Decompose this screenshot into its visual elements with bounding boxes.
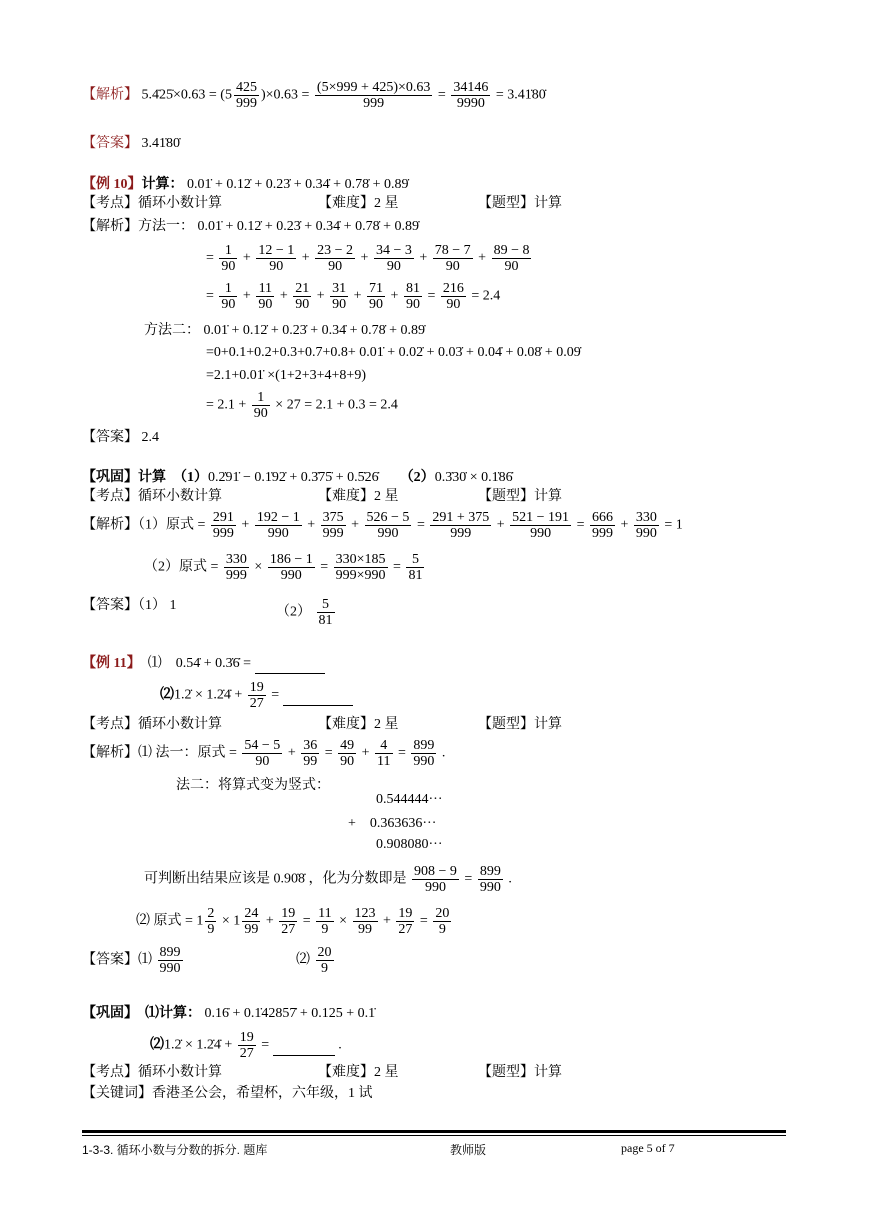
text-line xyxy=(82,716,222,734)
text-run: 【答案】 xyxy=(82,430,138,445)
text-run: 【解析】方法一： 0.01̇ + 0.12̇ + 0.23̇ + 0.34̇ + 0.78̇ + 0.89̇ xyxy=(82,219,419,234)
fraction xyxy=(211,510,236,541)
text-line xyxy=(82,1085,373,1103)
text-run: = 2.4 xyxy=(467,288,501,304)
text-line xyxy=(82,655,325,674)
fraction-numerator: 36 xyxy=(303,738,318,753)
text-run: = 2.1 + xyxy=(206,397,250,413)
fraction-numerator: 34146 xyxy=(453,80,489,95)
fraction xyxy=(451,80,490,111)
fraction-denominator: 9 xyxy=(207,922,215,937)
fraction xyxy=(590,510,615,541)
footer-rule-thick xyxy=(82,1130,786,1133)
fraction-denominator: 90 xyxy=(446,297,461,312)
fraction-denominator: 99 xyxy=(244,922,259,937)
fraction xyxy=(353,906,378,937)
text-run: 可判断出结果应该是 0.90̇8̇ ，化为分数即是 xyxy=(144,871,410,887)
fraction xyxy=(219,281,237,312)
text-line xyxy=(150,1030,342,1061)
answer-blank xyxy=(283,687,353,706)
text-line xyxy=(82,945,185,976)
text-run: + xyxy=(347,517,363,533)
fraction-denominator: 90 xyxy=(504,259,519,274)
fraction-denominator: 27 xyxy=(249,696,264,711)
text-run: 0.3̇30̇ × 0.1̇86̇ xyxy=(434,470,513,485)
fraction-denominator: 90 xyxy=(386,259,401,274)
text-run: 【考点】循环小数计算 xyxy=(82,717,222,732)
fraction xyxy=(412,864,459,895)
fraction xyxy=(406,552,424,583)
fraction-denominator: 90 xyxy=(295,297,310,312)
text-run: ⑵ 原式 = 1 xyxy=(136,913,204,929)
text-run: = xyxy=(206,288,218,304)
text-line xyxy=(82,195,222,213)
text-line xyxy=(82,738,445,769)
text-line xyxy=(144,552,426,583)
text-line xyxy=(318,716,399,734)
fraction xyxy=(219,243,237,274)
text-line xyxy=(82,80,546,111)
fraction xyxy=(242,738,282,769)
text-run: 【题型】计算 xyxy=(478,196,562,211)
fraction-numerator: 291 + 375 xyxy=(432,510,490,525)
text-run: = xyxy=(423,288,439,304)
fraction-denominator: 999 xyxy=(235,96,257,111)
fraction-denominator: 90 xyxy=(258,297,273,312)
fraction xyxy=(301,738,319,769)
text-run: 方法二： 0.01̇ + 0.12̇ + 0.23̇ + 0.34̇ + 0.78̇ + 0.89̇ xyxy=(144,323,425,338)
text-run: + xyxy=(350,288,366,304)
fraction-denominator: 27 xyxy=(239,1046,254,1061)
text-run: 0.16̇ + 0.1̇42857̇ + 0.125 + 0.1̇ xyxy=(201,1006,376,1021)
fraction-denominator: 99 xyxy=(303,754,318,769)
text-line xyxy=(376,836,443,854)
fraction-denominator: 999 xyxy=(225,568,247,583)
text-run: 【考点】循环小数计算 xyxy=(82,196,222,211)
section-label: 【例 10】 xyxy=(82,177,142,192)
text-run: = xyxy=(460,871,476,887)
fraction-numerator: 123 xyxy=(354,906,376,921)
fraction xyxy=(441,281,466,312)
fraction xyxy=(224,552,249,583)
text-run: ⑵ xyxy=(150,1037,164,1053)
fraction xyxy=(316,906,333,937)
fraction xyxy=(315,80,433,111)
fraction-numerator: 330 xyxy=(225,552,247,567)
text-run: + xyxy=(284,745,300,761)
text-run: . xyxy=(438,745,446,761)
fraction-numerator: 526 − 5 xyxy=(366,510,410,525)
fraction xyxy=(205,906,216,937)
text-run: 【巩固】 ⑴计算： xyxy=(82,1006,201,1021)
fraction-numerator: 1 xyxy=(219,243,237,259)
fraction-numerator: 330 xyxy=(635,510,657,525)
fraction-numerator: 19 xyxy=(281,906,296,921)
text-line xyxy=(144,322,425,340)
fraction-numerator: 291 xyxy=(212,510,234,525)
text-run: = xyxy=(316,559,332,575)
fraction-denominator: 90 xyxy=(369,297,384,312)
fraction-numerator: 5 xyxy=(406,552,424,568)
text-run: + xyxy=(298,250,314,266)
text-line xyxy=(82,1064,222,1082)
text-run: 1.2̇ × 1.2̇4̇ + xyxy=(164,1037,236,1053)
fraction xyxy=(411,738,436,769)
fraction-numerator: 330×185 xyxy=(335,552,386,567)
section-label: 【例 11】 xyxy=(82,656,134,671)
fraction xyxy=(238,1030,256,1061)
text-run: 【巩固】计算 （1） xyxy=(82,470,208,485)
text-run: 【考点】循环小数计算 xyxy=(82,489,222,504)
fraction xyxy=(367,281,385,312)
text-line xyxy=(318,1064,399,1082)
fraction-numerator: 4 xyxy=(375,738,392,754)
text-run: + xyxy=(239,288,255,304)
text-line xyxy=(82,218,419,236)
text-line xyxy=(296,945,336,976)
text-run: + xyxy=(239,250,255,266)
answer-blank xyxy=(255,655,325,674)
text-run: + xyxy=(276,288,292,304)
text-run: 【答案】（1） 1 xyxy=(82,598,177,613)
fraction-denominator: 90 xyxy=(445,259,460,274)
text-run: + xyxy=(237,517,253,533)
text-run: . xyxy=(504,871,512,887)
text-line xyxy=(478,716,562,734)
text-run: = xyxy=(257,1037,273,1053)
fraction xyxy=(293,281,311,312)
fraction xyxy=(234,80,259,111)
fraction xyxy=(317,597,335,628)
fraction-numerator: 375 xyxy=(322,510,344,525)
fraction xyxy=(268,552,315,583)
text-run: 3.41̇80̇ xyxy=(138,136,180,151)
fraction-denominator: 90 xyxy=(221,259,236,274)
text-run: )×0.63 = xyxy=(260,87,313,103)
text-run: = xyxy=(413,517,429,533)
text-run: 0.01̇ + 0.12̇ + 0.23̇ + 0.34̇ + 0.78̇ + 0.89̇ xyxy=(183,177,409,192)
fraction-numerator: 71 xyxy=(369,281,384,296)
text-line xyxy=(82,510,683,541)
fraction-denominator: 999×990 xyxy=(335,568,386,583)
text-run: 【解析】⑴ 法一：原式 = xyxy=(82,745,241,761)
fraction-numerator: 19 xyxy=(398,906,413,921)
text-line xyxy=(82,488,222,506)
fraction xyxy=(252,390,270,421)
text-line xyxy=(82,176,408,194)
fraction-denominator: 90 xyxy=(328,259,343,274)
fraction xyxy=(279,906,297,937)
fraction-numerator: 425 xyxy=(235,80,257,95)
text-run: （2）原式 = xyxy=(144,559,222,575)
fraction-denominator: 90 xyxy=(221,297,236,312)
fraction-denominator: 999 xyxy=(212,526,234,541)
text-run: = xyxy=(206,250,218,266)
text-run: 【难度】2 星 xyxy=(318,196,399,211)
text-run: × xyxy=(250,559,266,575)
fraction-denominator: 990 xyxy=(530,526,552,541)
fraction-numerator: 21 xyxy=(295,281,310,296)
text-run: 【答案】⑴ xyxy=(82,952,156,968)
answer-blank xyxy=(273,1037,335,1056)
text-run: 2.4 xyxy=(138,430,159,445)
fraction-denominator: 9 xyxy=(321,961,328,976)
fraction-numerator: 2 xyxy=(207,906,215,921)
text-run: + xyxy=(379,913,395,929)
text-run: = xyxy=(434,87,450,103)
fraction-denominator: 990 xyxy=(424,880,446,895)
fraction xyxy=(365,510,412,541)
fraction xyxy=(492,243,532,274)
fraction-numerator: 11 xyxy=(318,906,332,921)
fraction-numerator: 899 xyxy=(159,945,181,960)
fraction xyxy=(375,738,392,769)
text-line xyxy=(276,597,337,628)
text-run: （2） xyxy=(276,604,315,620)
fraction-numerator: 23 − 2 xyxy=(317,243,354,258)
text-line xyxy=(318,195,399,213)
text-run: × 27 = 2.1 + 0.3 = 2.4 xyxy=(271,397,398,413)
footer-rule-thin xyxy=(82,1135,786,1136)
fraction-denominator: 27 xyxy=(281,922,296,937)
fraction-denominator: 999 xyxy=(363,96,385,111)
fraction-denominator: 90 xyxy=(269,259,284,274)
text-line xyxy=(206,281,500,312)
text-run: . xyxy=(334,1037,342,1053)
fraction-numerator: 19 xyxy=(239,1030,254,1045)
fraction-denominator: 990 xyxy=(159,961,181,976)
fraction-denominator: 9 xyxy=(438,922,446,937)
text-run: + xyxy=(357,250,372,266)
fraction-numerator: 216 xyxy=(442,281,464,296)
text-line xyxy=(160,680,353,711)
text-run: = xyxy=(416,913,432,929)
fraction-denominator: 9 xyxy=(321,922,329,937)
text-run: + xyxy=(415,250,431,266)
text-run: 0.908080··· xyxy=(376,837,443,852)
fraction-denominator: 99 xyxy=(358,922,373,937)
fraction-denominator: 81 xyxy=(318,613,333,628)
fraction-denominator: 990 xyxy=(635,526,657,541)
fraction-numerator: 31 xyxy=(332,281,347,296)
text-run: 【题型】计算 xyxy=(478,489,562,504)
footer-left: 1-3-3. 循环小数与分数的拆分. 题库 xyxy=(82,1143,268,1157)
text-run: 【题型】计算 xyxy=(478,717,562,732)
fraction-denominator: 990 xyxy=(280,568,302,583)
fraction-numerator: 5 xyxy=(317,597,335,613)
fraction-numerator: 899 xyxy=(413,738,435,753)
text-run: = xyxy=(267,687,283,703)
text-line xyxy=(206,390,398,421)
fraction-numerator: 19 xyxy=(249,680,264,695)
text-line xyxy=(318,488,399,506)
text-run: 【难度】2 星 xyxy=(318,1065,399,1080)
text-run: = xyxy=(299,913,315,929)
fraction-denominator: 11 xyxy=(377,754,391,769)
footer-center: 教师版 xyxy=(450,1143,487,1157)
section-label: 【解析】 xyxy=(82,87,138,103)
footer-right: page 5 of 7 xyxy=(621,1141,675,1155)
fraction xyxy=(315,243,355,274)
fraction-denominator: 90 xyxy=(405,297,420,312)
text-run: + xyxy=(358,745,374,761)
text-run: = 3.41̇80̇ xyxy=(492,87,546,103)
text-run: + xyxy=(313,288,329,304)
fraction-numerator: 89 − 8 xyxy=(493,243,530,258)
text-run: = xyxy=(573,517,588,533)
fraction xyxy=(396,906,414,937)
fraction xyxy=(374,243,414,274)
fraction-denominator: 990 xyxy=(479,880,501,895)
fraction-numerator: 20 xyxy=(317,945,332,960)
text-line xyxy=(206,243,533,274)
fraction-numerator: 81 xyxy=(405,281,420,296)
text-run: =2.1+0.01̇ ×(1+2+3+4+8+9) xyxy=(206,368,366,383)
text-run: ⑵ xyxy=(296,952,314,968)
fraction-denominator: 90 xyxy=(332,297,347,312)
fraction xyxy=(338,738,356,769)
section-label: 【答案】 xyxy=(82,136,138,151)
text-run: + xyxy=(493,517,509,533)
fraction xyxy=(334,552,388,583)
text-line xyxy=(82,597,177,615)
fraction-numerator: 54 − 5 xyxy=(244,738,281,753)
text-run: 【解析】（1）原式 = xyxy=(82,517,209,533)
fraction-denominator: 999 xyxy=(322,526,344,541)
text-line xyxy=(144,864,512,895)
fraction xyxy=(510,510,571,541)
text-run: + xyxy=(303,517,319,533)
fraction-denominator: 999 xyxy=(450,526,472,541)
text-run: 5.4̇25̇×0.63 = (5 xyxy=(138,87,232,103)
fraction xyxy=(433,243,473,274)
text-run: ⑵ xyxy=(160,687,174,703)
fraction-numerator: 899 xyxy=(479,864,501,879)
text-run: 【考点】循环小数计算 xyxy=(82,1065,222,1080)
text-run: + xyxy=(387,288,402,304)
fraction xyxy=(316,945,334,976)
fraction xyxy=(256,243,296,274)
text-run: = xyxy=(321,745,337,761)
text-line xyxy=(82,1005,375,1023)
text-run: 0.2̇91̇ − 0.1̇92̇ + 0.3̇75̇ + 0.5̇26̇ xyxy=(208,470,407,485)
fraction xyxy=(478,864,503,895)
fraction-denominator: 9990 xyxy=(456,96,485,111)
text-run: + 0.363636··· xyxy=(348,816,437,831)
text-run: （2） xyxy=(406,470,435,485)
text-line xyxy=(136,906,453,937)
fraction-denominator: 999 xyxy=(591,526,613,541)
text-run: =0+0.1+0.2+0.3+0.7+0.8+ 0.01̇ + 0.02̇ + 0.03̇ + 0.04̇ + 0.08̇ + 0.09̇ xyxy=(206,345,581,360)
text-run: 【关键词】香港圣公会，希望杯，六年级，1 试 xyxy=(82,1086,373,1101)
text-run: + xyxy=(616,517,632,533)
fraction xyxy=(433,906,451,937)
text-run: 【难度】2 星 xyxy=(318,717,399,732)
text-run: 0.544444··· xyxy=(376,792,443,807)
text-line xyxy=(376,791,443,809)
fraction xyxy=(256,281,274,312)
fraction-numerator: 12 − 1 xyxy=(258,243,295,258)
text-line xyxy=(206,367,366,385)
fraction-denominator: 990 xyxy=(267,526,289,541)
fraction xyxy=(430,510,491,541)
fraction-numerator: 521 − 191 xyxy=(512,510,570,525)
fraction-numerator: 11 xyxy=(256,281,274,297)
fraction xyxy=(248,680,266,711)
fraction-denominator: 90 xyxy=(253,406,268,421)
text-run: ⑴ 0.54̇ + 0.3̇6̇ = xyxy=(133,656,255,671)
fraction-numerator: 666 xyxy=(591,510,613,525)
text-run: + xyxy=(474,250,490,266)
text-run: 法二：将算式变为竖式： xyxy=(176,778,330,793)
text-line xyxy=(478,488,562,506)
fraction-denominator: 990 xyxy=(413,754,435,769)
text-run: + xyxy=(262,913,278,929)
fraction-numerator: 908 − 9 xyxy=(414,864,457,879)
fraction-numerator: 1 xyxy=(252,390,270,406)
fraction-numerator: (5×999 + 425)×0.63 xyxy=(316,80,431,95)
fraction xyxy=(634,510,659,541)
text-run: = xyxy=(389,559,405,575)
fraction-denominator: 27 xyxy=(398,922,413,937)
text-run: = xyxy=(394,745,410,761)
fraction xyxy=(404,281,422,312)
text-run: 计算： xyxy=(141,177,184,192)
text-run: × xyxy=(335,913,351,929)
fraction-denominator: 81 xyxy=(408,568,423,583)
fraction-numerator: 186 − 1 xyxy=(269,552,313,567)
fraction xyxy=(330,281,348,312)
text-run: = 1 xyxy=(660,517,683,533)
fraction-numerator: 34 − 3 xyxy=(375,243,412,258)
fraction-numerator: 24 xyxy=(244,906,259,921)
text-line xyxy=(82,135,180,153)
fraction-numerator: 192 − 1 xyxy=(256,510,300,525)
fraction xyxy=(321,510,346,541)
text-run: 1.2̇ × 1.2̇4̇ + xyxy=(174,687,246,703)
text-line xyxy=(82,429,159,447)
fraction-denominator: 90 xyxy=(255,754,270,769)
text-line xyxy=(478,195,562,213)
fraction-denominator: 90 xyxy=(340,754,355,769)
fraction-numerator: 1 xyxy=(219,281,237,297)
text-line xyxy=(348,815,436,833)
text-line xyxy=(82,469,513,487)
fraction xyxy=(242,906,260,937)
fraction-denominator: 990 xyxy=(377,526,399,541)
text-line xyxy=(176,777,330,795)
text-run: 【题型】计算 xyxy=(478,1065,562,1080)
fraction xyxy=(255,510,302,541)
text-line xyxy=(206,344,581,362)
fraction xyxy=(158,945,183,976)
fraction-numerator: 78 − 7 xyxy=(434,243,471,258)
fraction-numerator: 20 xyxy=(435,906,450,921)
text-run: 【难度】2 星 xyxy=(318,489,399,504)
text-run: × 1 xyxy=(218,913,241,929)
text-line xyxy=(478,1064,562,1082)
fraction-numerator: 49 xyxy=(340,738,355,753)
